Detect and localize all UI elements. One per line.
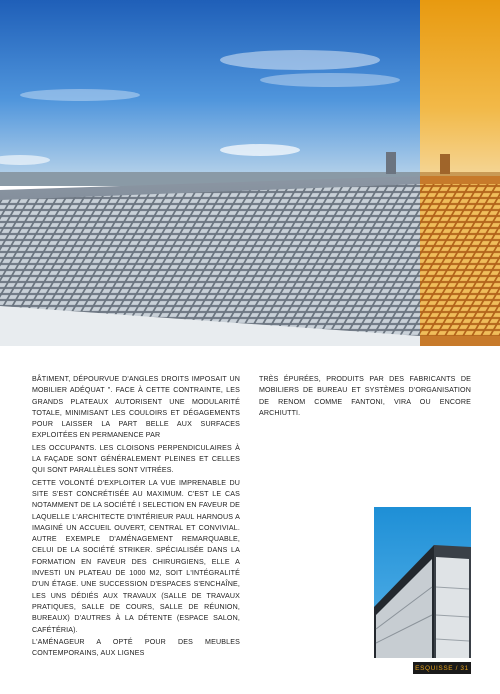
hero-photo (0, 0, 500, 346)
paragraph: LES OCCUPANTS. LES CLOISONS PERPENDICULAIRES À LA FAÇADE SONT GÉNÉRALEMENT PLEINES ET CELLES QUI SONT PARALLÈLES SONT VITRÉES. (32, 443, 240, 475)
paragraph: BÂTIMENT, DÉPOURVUE D'ANGLES DROITS IMPOSAIT UN MOBILIER ADÉQUAT ". FACE À CETTE CONTRAINTE, LES GRANDS PLATEAUX AUTORISENT UNE MODULARITÉ TOTALE, MINIMISANT LES COULOIRS ET DÉGAGEMENTS POUR LAISSER LA PART BELLE AUX SURFACES EXPLOITÉES EN PERMANENCE PAR (32, 375, 240, 440)
paragraph: L'AMÉNAGEUR A OPTÉ POUR DES MEUBLES CONTEMPORAINS, AUX LIGNES (32, 637, 240, 658)
paragraph: CETTE VOLONTÉ D'EXPLOITER LA VUE IMPRENABLE DU SITE S'EST CONCRÉTISÉE AU MAXIMUM. C'EST LE CAS NOTAMMENT DE LA SOCIÉTÉ I SELECTION EN FAVEUR DE LAQUELLE L'ARCHITECTE D'INTÉRIEUR PAUL HARNOUS A IMAGINÉ UN ACCUEIL OUVERT, CENTRAL ET CONVIVIAL. AUTRE EXEMPLE D'AMÉNAGEMENT REMARQUABLE, CELUI DE LA SOCIÉTÉ STRIKER. SPÉCIALISÉE DANS LA FORMATION EN FAVEUR DES CHIRURGIENS, ELLE A INVESTI UN PLATEAU DE 1000 M2, SOIT L'INTÉGRALITÉ D'UN ÉTAGE. UNE SUCCESSION D'ESPACES S'ENCHAÎNE, LES UNS DÉDIÉS AUX TRAVAUX (SALLE DE TRAVAUX PRATIQUES, SALLE DE COURS, SALLE DE RÉUNION, BUREAUX) D'AUTRES À LA DÉTENTE (ESPACE SALON, CAFÉTÉRIA). (32, 478, 240, 634)
page-footer-tag: ESQUISSE / 31 (413, 662, 471, 674)
article-column-left (32, 374, 240, 660)
building-facade-image (374, 507, 471, 658)
building-photo (374, 507, 471, 658)
article-column-right (259, 374, 471, 420)
paragraph: TRÈS ÉPURÉES, PRODUITS PAR DES FABRICANTS DE MOBILIERS DE BUREAU ET SYSTÈMES D'ORGANISATION DE RENOM COMME FANTONI, VIRA OU ENCORE ARCHIUTTI. (259, 375, 471, 417)
rooftop-photo (0, 0, 500, 346)
